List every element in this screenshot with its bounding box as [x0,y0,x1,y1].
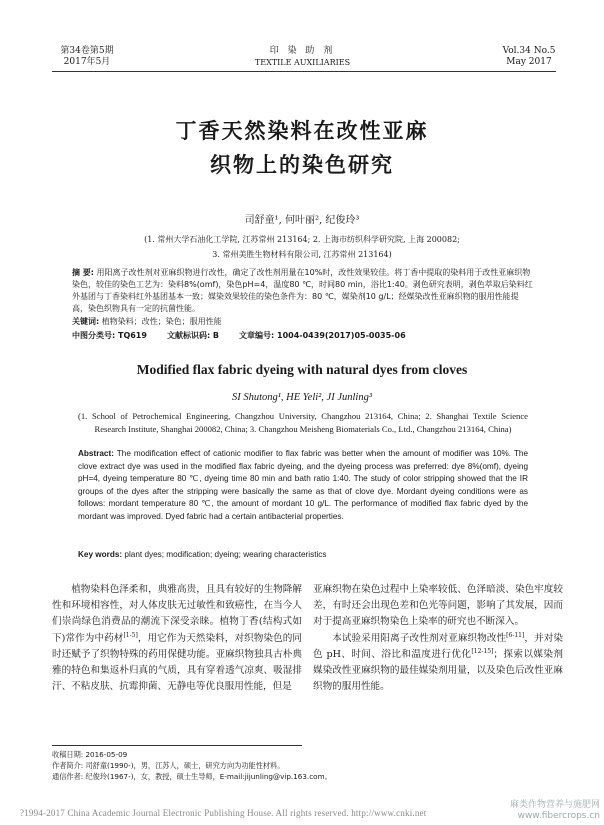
body-text: 植物染料色泽柔和，典雅高贵，且具有较好的生物降解性和环境相容性，对人体皮肤无过敏性和致癌性，在当今人们崇尚绿色消费品的潮流下深受亲睐。植物丁香(结构式如下)常作为中药材 [52,584,302,644]
abstract-en [78,448,528,524]
citation: [6-11] [506,631,525,639]
publication-date-en: May 2017 [506,57,552,67]
journal-name-en: TEXTILE AUXILIARIES [254,58,351,67]
classification-info [72,330,534,342]
body-text: 亚麻织物在染色过程中上染率较低、色泽暗淡、染色牢度较差，有时还会出现色差和色光等问题，影响了其发展，因而对于提高亚麻织物染色上染率的研究也不断深入。 [313,584,563,628]
body-paragraph [313,582,563,631]
watermark [490,800,600,822]
keywords-cn [72,316,534,328]
body-left-column [52,582,302,695]
corresponding-author: 通信作者: 纪俊玲(1967-)，女，教授，硕士生导师，E-mail:jijunling@vip.163.com。 [52,772,332,781]
volume-issue-en: Vol.34 No.5 [502,46,556,56]
journal-name [240,46,365,68]
abstract-cn [72,267,534,315]
authors-cn: 司舒童¹, 何叶丽², 纪俊玲³ [244,215,360,226]
abstract-cn-label: 摘 要: [72,268,94,277]
footnote [52,749,372,782]
body-text: ，并对染色 pH、时间、浴比和温度进行优化 [313,632,564,660]
keywords-en [78,549,528,561]
affiliation-en: (1. School of Petrochemical Engineering, Changzhou University, Changzhou 213164, China; 2. Shanghai Textile Science Research Institute, Shanghai 200082, China; 3. Changzhou Meisheng Biomaterials Co., Ltd., Changzhou 213164, China) [78,411,528,434]
title-cn-line1: 丁香天然染料在改性亚麻 [175,118,429,143]
watermark-line1: 麻类作物营养与施肥网 [509,800,600,810]
citation: [12-15] [471,647,494,655]
keywords-en-label: Key words: [78,550,123,559]
abstract-en-text: The modification effect of cationic modifier to flax fabric was better when the amount of modifier was 10%. The clove extract dye was used in the modified flax fabric dyeing, and the dyeing process was preferred: dye 8%(omf), dyeing pH=4, dyeing temperature 80 ℃, dyeing time 80 min and bath ratio 1:40. The study of color stripping showed that the IR groups of the dyes after the stripping were basically the same as that of clove dye. Mordant dyeing conditions were as follows: mordant temperature 80 ℃, the amount of mordant 10 g/L. The performance of modified flax fabric dyed by the mordant was improved. Dyed fabric had a certain antibacterial properties. [78,449,528,521]
authors-en: SI Shutong¹, HE Yeli², JI Junling³ [231,392,372,403]
body-text: ，用它作为天然染料，对织物染色的同时还赋予了织物特殊的药用保健功能。亚麻织物独具古朴典雅的特色和集返朴归真的气质，具有穿着透气凉爽、吸湿排汗、不粘皮肤、抗霉抑菌、无静电等优良服用性能，但是 [52,632,303,693]
footnote-rule [52,745,302,746]
document-code: 文献标识码: B [166,331,220,340]
copyright-line: ?1994-2017 China Academic Journal Electronic Publishing House. All rights reserved. http://www.cnki.net [20,808,427,818]
abstract-en-label: Abstract: [78,449,114,458]
keywords-cn-label: 关键词: [72,317,100,326]
body-paragraph [52,582,302,695]
clc-number: 中图分类号: TQ619 [72,331,147,340]
received-date: 收稿日期: 2016-05-09 [52,750,128,759]
affiliation-cn-line2: 3. 常州美胜生物材料有限公司, 江苏常州 213164) [212,250,392,259]
affiliation-cn-line1: (1. 常州大学石油化工学院, 江苏常州 213164; 2. 上海市纺织科学研究院, 上海 200082; [144,235,460,244]
body-text: 本试验采用阳离子改性剂对亚麻织物改性 [332,632,507,644]
body-text: ；探索以媒染剂媒染改性亚麻织物的最佳媒染剂用量，以及染色后改性亚麻织物的服用性能。 [313,648,563,693]
keywords-cn-text: 植物染料；改性；染色；服用性能 [101,317,222,326]
article-number: 文章编号: 1004-0439(2017)05-0035-06 [239,331,406,340]
journal-volume-info [52,46,122,68]
volume-issue: 第34卷第5期 [60,46,114,56]
header-rule [52,71,556,72]
citation: [1-5] [123,631,138,639]
watermark-line2: www.fibercrops.cn [517,811,600,821]
body-paragraph [313,631,563,696]
author-info: 作者简介: 司舒童(1990-)，男，江苏人，硕士，研究方向为功能性材料。 [52,761,285,770]
publication-date-cn: 2017年5月 [63,57,111,67]
journal-name-cn: 印 染 助 剂 [269,46,336,56]
title-en: Modified flax fabric dyeing with natural dyes from cloves [136,362,468,377]
journal-volume-info-en [494,46,564,68]
title-cn-line2: 织物上的染色研究 [210,152,394,177]
keywords-en-text: plant dyes; modification; dyeing; wearing characteristics [124,550,327,559]
body-right-column [313,582,563,695]
abstract-cn-text: 用阳离子改性剂对亚麻织物进行改性，确定了改性剂用量在10%时，改性效果较佳。将丁香中提取的染料用于改性亚麻织物染色，较佳的染色工艺为：染料8%(omf)，染色pH=4，温度80 ℃，时间80 min，浴比1:40。剥色研究表明，剥色萃取后染料红外基团与丁香染料红外基团基本一致；媒染效果较佳的染色条件为：80 ℃，媒染剂10 g/L；经媒染改性亚麻织物的服用性能提高，染色织物具有一定的抗菌性能。 [72,268,533,313]
